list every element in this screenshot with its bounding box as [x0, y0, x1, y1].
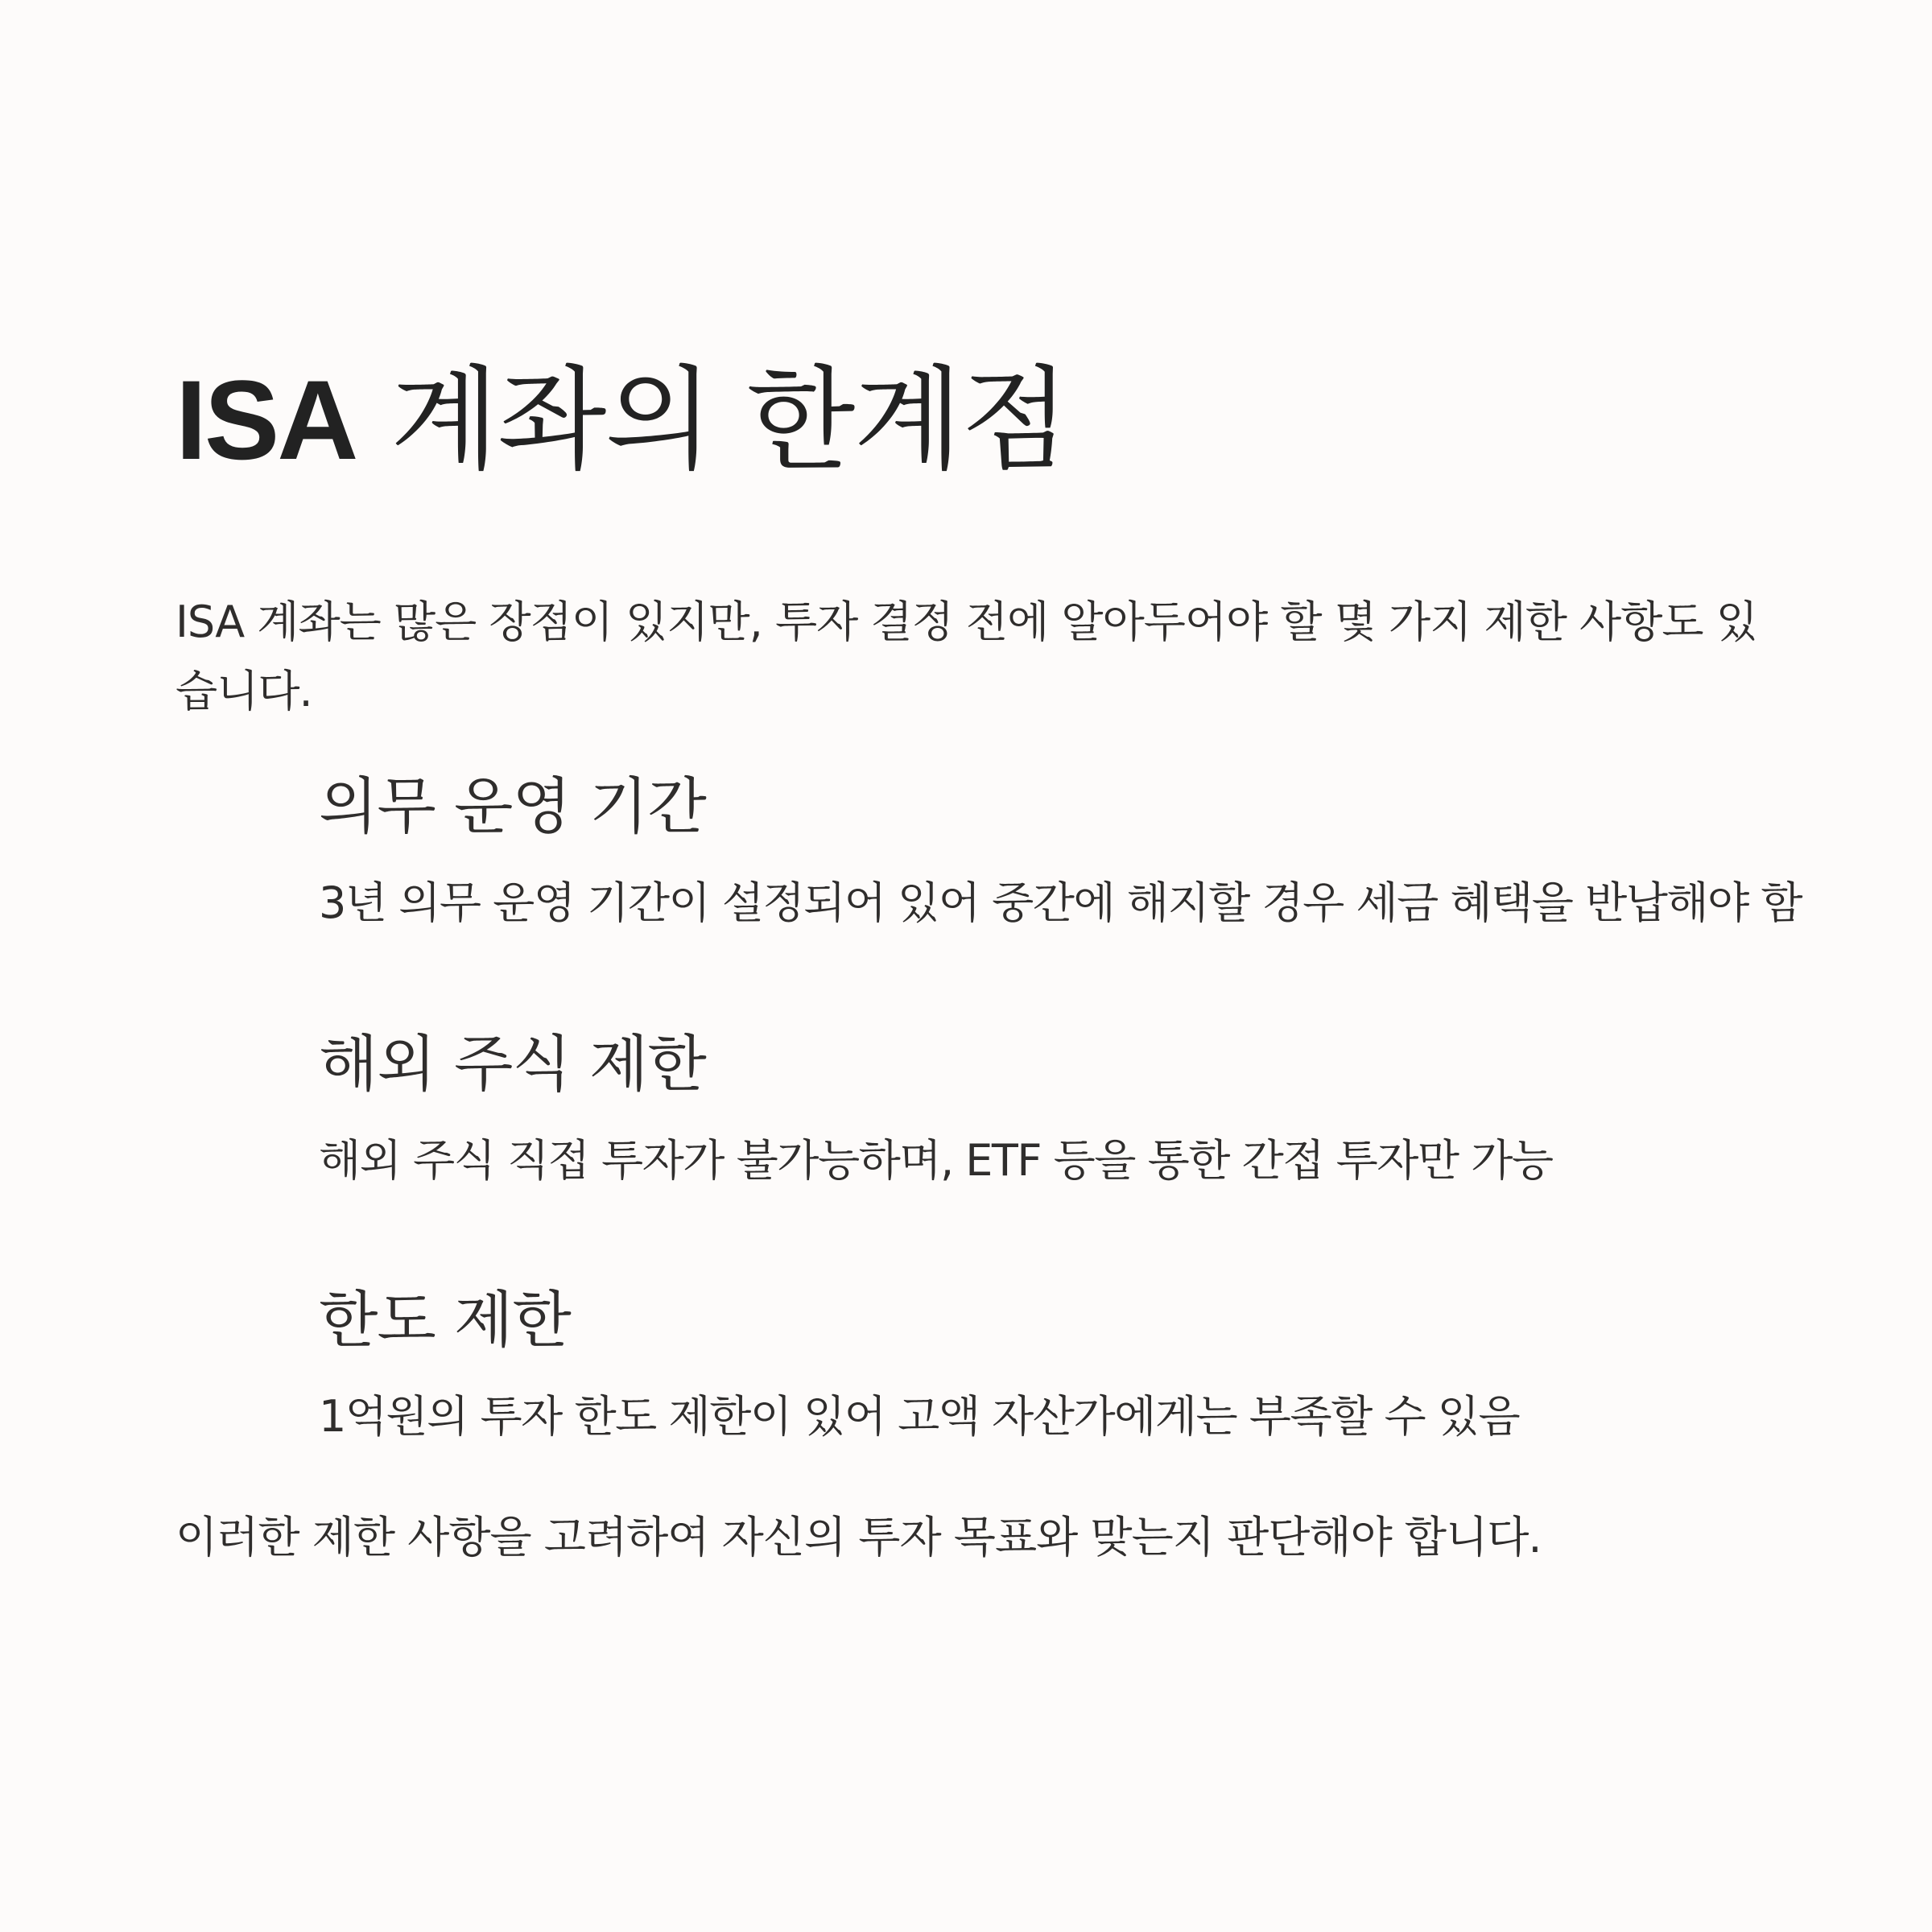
- title-korean: 계좌의 한계점: [356, 355, 1068, 486]
- intro-paragraph: ISA 계좌는 많은 장점이 있지만, 투자 결정 전에 알아두어야 할 몇 가지 제한 사항도 있습니다.: [175, 597, 1757, 716]
- limitation-heading-limit: 한도 제한: [319, 1284, 571, 1356]
- limitation-description-mandatory-period: 3년 의무 운영 기간이 설정되어 있어 중간에 해지할 경우 세금 혜택을 반납해야 함: [319, 877, 1802, 928]
- limitation-heading-foreign-stock: 해외 주식 제한: [319, 1028, 706, 1100]
- limitation-description-limit: 1억원의 투자 한도 제한이 있어 고액 자산가에게는 부족할 수 있음: [319, 1391, 1520, 1442]
- conclusion-paragraph: 이러한 제한 사항을 고려하여 자신의 투자 목표와 맞는지 판단해야 합니다.: [175, 1512, 1542, 1563]
- page-title: [175, 355, 1068, 486]
- title-latin: ISA: [175, 357, 357, 483]
- limitation-heading-mandatory-period: 의무 운영 기간: [319, 770, 706, 842]
- limitation-description-foreign-stock: 해외 주식 직접 투자가 불가능하며, ETF 등을 통한 간접 투자만 가능: [319, 1135, 1553, 1186]
